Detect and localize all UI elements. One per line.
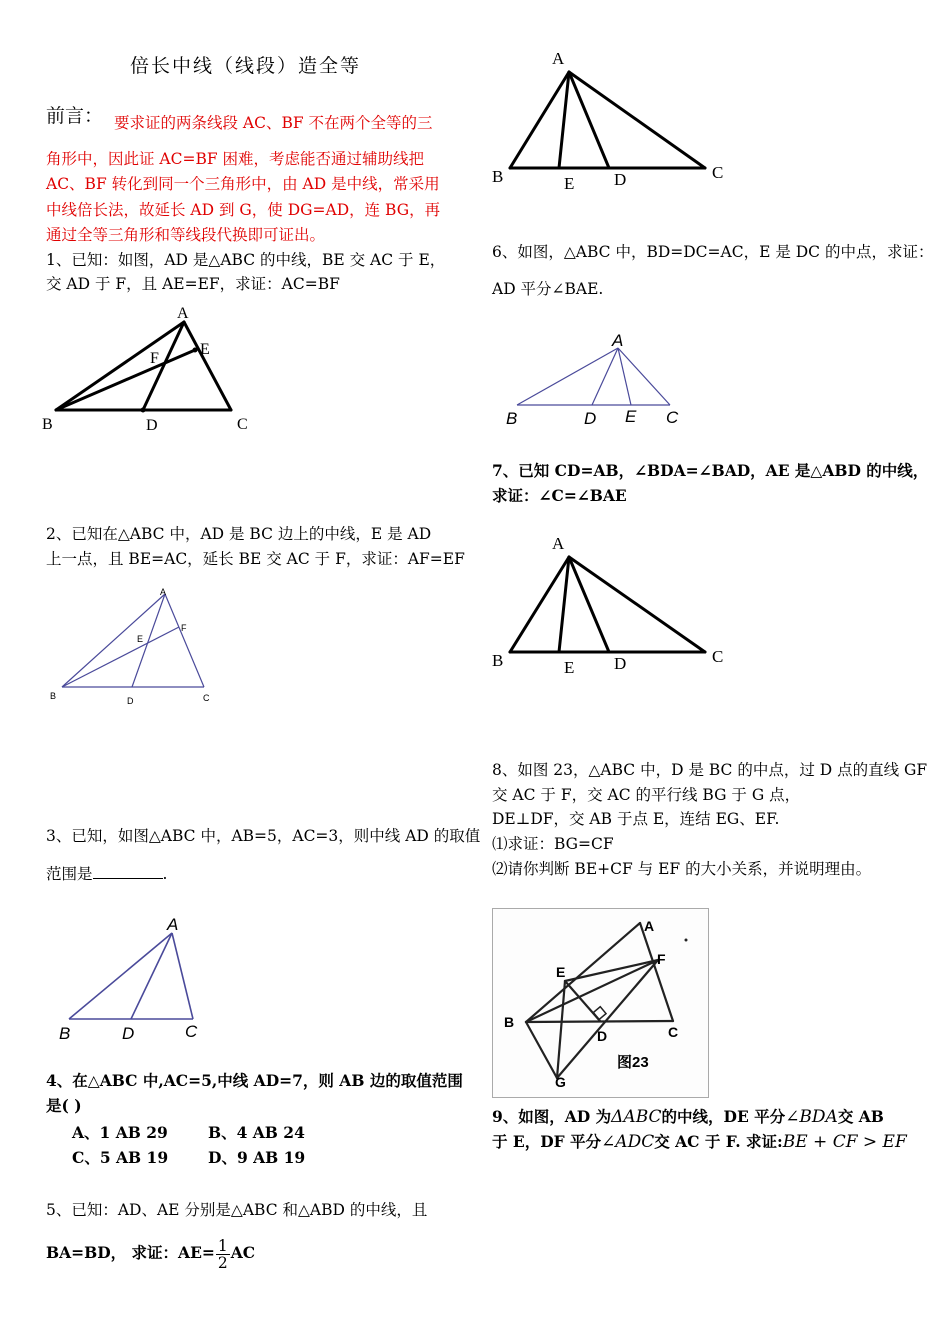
fig6-label-e: E — [625, 407, 637, 426]
fig5-label-e: E — [564, 174, 575, 193]
p9-math-triangle: ΔABC — [611, 1107, 662, 1127]
preface-label: 前言： — [46, 105, 104, 127]
option-c[interactable]: C、5 AB 19 — [72, 1148, 169, 1167]
fig7-label-d: D — [614, 654, 627, 673]
p9-text-e: 交 AC 于 F. 求证: — [654, 1132, 783, 1151]
fig3-label-c: C — [185, 1022, 198, 1041]
fig7-label-c: C — [712, 647, 724, 666]
fig3-label-b: B — [59, 1024, 71, 1043]
fig7-label-b: B — [492, 651, 504, 670]
fig1-point-d — [141, 408, 146, 413]
fig2-label-c: C — [203, 693, 210, 703]
problem-6-line-1: 6、如图，△ABC 中，BD=DC=AC，E 是 DC 的中点，求证： — [492, 243, 934, 261]
p9-math-angle-bda: ∠BDA — [785, 1107, 838, 1127]
p9-text-a: 9、如图，AD 为 — [492, 1107, 612, 1126]
problem-5-line-2 — [46, 1236, 255, 1271]
problem-8-part-1: ⑴求证：BG=CF — [492, 835, 614, 853]
fig8-label-c: C — [668, 1024, 679, 1040]
fig6-label-a: A — [612, 331, 624, 350]
fig2-label-a: A — [160, 587, 167, 597]
problem-7-line-2: 求证：∠C=∠BAE — [492, 486, 627, 505]
option-a[interactable]: A、1 AB 29 — [72, 1123, 168, 1142]
fig8-side-ab — [526, 923, 640, 1022]
fig1-side-ac — [184, 322, 231, 410]
figure-3 — [52, 908, 222, 1048]
fig2-label-d: D — [127, 696, 134, 706]
fig8-label-a: A — [644, 918, 655, 934]
fraction-numerator: 1 — [217, 1236, 228, 1255]
fig8-label-b: B — [504, 1014, 515, 1030]
fig2-side-ab — [62, 594, 165, 687]
fig6-label-b: B — [506, 409, 518, 428]
preface-line-1: 要求证的两条线段 AC、BF 不在两个全等的三 — [114, 114, 433, 132]
preface-line-5: 通过全等三角形和等线段代换即可证出。 — [46, 226, 326, 244]
problem-5-text: BA=BD， 求证：AE= — [46, 1243, 215, 1262]
figure-5 — [492, 44, 732, 194]
option-d[interactable]: D、9 AB 19 — [208, 1148, 306, 1167]
problem-3-period: . — [162, 865, 168, 883]
fraction-half — [216, 1238, 230, 1271]
p9-text-c: 交 AB — [837, 1107, 884, 1126]
figure-2 — [46, 585, 221, 710]
fraction-denominator: 2 — [217, 1253, 228, 1272]
figure-7 — [492, 530, 732, 680]
problem-8-line-3: DE⊥DF，交 AB 于点 E，连结 EG、EF. — [492, 810, 780, 828]
fig8-label-d: D — [597, 1028, 608, 1044]
fig6-label-d: D — [584, 409, 597, 428]
problem-8-line-1: 8、如图 23，△ABC 中，D 是 BC 的中点，过 D 点的直线 GF — [492, 761, 928, 779]
fig1-point-e — [193, 348, 198, 353]
problem-4-line-1: 4、在△ABC 中,AC=5,中线 AD=7，则 AB 边的取值范围 — [46, 1071, 463, 1090]
fig7-label-e: E — [564, 658, 575, 677]
fig8-segment-eg — [557, 981, 565, 1078]
problem-5-line-1: 5、已知：AD、AE 分别是△ABC 和△ABD 的中线，且 — [46, 1201, 428, 1219]
problem-2-line-2: 上一点，且 BE=AC，延长 BE 交 AC 于 F，求证：AF=EF — [46, 550, 465, 568]
fig8-caption: 图23 — [617, 1054, 649, 1071]
problem-7-line-1: 7、已知 CD=AB，∠BDA=∠BAD，AE 是△ABD 的中线， — [492, 461, 929, 480]
p9-text-b: 的中线，DE 平分 — [661, 1107, 786, 1126]
p9-math-angle-adc: ∠ADC — [601, 1132, 655, 1152]
fig8-segment-bg — [526, 1022, 557, 1078]
fig1-label-b: B — [42, 416, 53, 433]
problem-9-line-2 — [492, 1132, 907, 1152]
problem-8-line-2: 交 AC 于 F，交 AC 的平行线 BG 于 G 点， — [492, 786, 801, 804]
fig3-label-d: D — [122, 1024, 135, 1043]
fig3-side-ab — [69, 933, 172, 1019]
fig1-label-c: C — [237, 416, 248, 433]
fig8-label-g: G — [555, 1074, 566, 1090]
fig6-side-ac — [618, 348, 670, 405]
problem-3-line-1: 3、已知，如图△ABC 中，AB=5，AC=3，则中线 AD 的取值 — [46, 827, 481, 845]
fig6-segment-ae — [618, 348, 631, 405]
option-b[interactable]: B、4 AB 24 — [208, 1123, 305, 1142]
page-title: 倍长中线（线段）造全等 — [130, 55, 362, 77]
fig8-label-f: F — [657, 951, 666, 967]
fig6-segment-ad — [592, 348, 618, 405]
problem-5-text-end: AC — [230, 1243, 256, 1262]
problem-6-line-2: AD 平分∠BAE. — [492, 280, 604, 298]
fig2-side-ac — [165, 594, 204, 687]
fig8-side-ac — [640, 923, 673, 1021]
fig5-label-c: C — [712, 163, 724, 182]
preface-line-2: 角形中，因此证 AC=BF 困难，考虑能否通过辅助线把 — [46, 150, 425, 168]
fig3-label-a: A — [167, 915, 179, 934]
fig2-label-e: E — [137, 634, 144, 644]
fig8-right-angle-mark — [593, 1007, 606, 1020]
fig6-side-ab — [517, 348, 618, 405]
figure-8 — [493, 909, 708, 1097]
answer-blank[interactable] — [93, 864, 163, 879]
fig1-label-f: F — [150, 350, 159, 367]
fig1-label-e: E — [200, 341, 210, 358]
fig2-label-b: B — [50, 691, 57, 701]
problem-3-text: 范围是 — [46, 865, 93, 883]
p9-text-d: 于 E，DF 平分 — [492, 1132, 602, 1151]
fig5-label-d: D — [614, 170, 627, 189]
fig3-side-ac — [172, 933, 193, 1019]
figure-6 — [500, 328, 700, 433]
problem-3-line-2 — [46, 864, 167, 884]
fig7-label-a: A — [552, 534, 565, 553]
problem-1-line-1: 1、已知：如图，AD 是△ABC 的中线，BE 交 AC 于 E， — [46, 251, 446, 269]
preface-line-3: AC、BF 转化到同一个三角形中，由 AD 是中线，常采用 — [46, 175, 440, 193]
fig5-label-b: B — [492, 167, 504, 186]
preface-line-4: 中线倍长法，故延长 AD 到 G，使 DG=AD，连 BG，再 — [46, 201, 441, 219]
problem-1-line-2: 交 AD 于 F，且 AE=EF，求证：AC=BF — [46, 275, 340, 293]
figure-8-frame — [492, 908, 709, 1098]
fig1-label-d: D — [146, 417, 158, 434]
fig8-label-e: E — [556, 964, 566, 980]
problem-9-line-1 — [492, 1107, 884, 1127]
fig1-label-a: A — [177, 305, 189, 322]
figure-1 — [42, 302, 272, 437]
fig2-segment-bf — [62, 627, 179, 687]
fig6-label-c: C — [666, 408, 679, 427]
fig5-label-a: A — [552, 49, 565, 68]
fig8-dot — [685, 939, 688, 942]
p9-math-inequality: BE + CF > EF — [782, 1132, 907, 1152]
fig1-segment-be — [56, 350, 195, 410]
problem-8-part-2: ⑵请你判断 BE+CF 与 EF 的大小关系，并说明理由。 — [492, 860, 872, 878]
problem-2-line-1: 2、已知在△ABC 中，AD 是 BC 边上的中线，E 是 AD — [46, 525, 432, 543]
problem-4-line-2: 是( ) — [46, 1096, 82, 1115]
fig3-median-ad — [131, 933, 172, 1019]
fig2-label-f: F — [181, 623, 187, 633]
